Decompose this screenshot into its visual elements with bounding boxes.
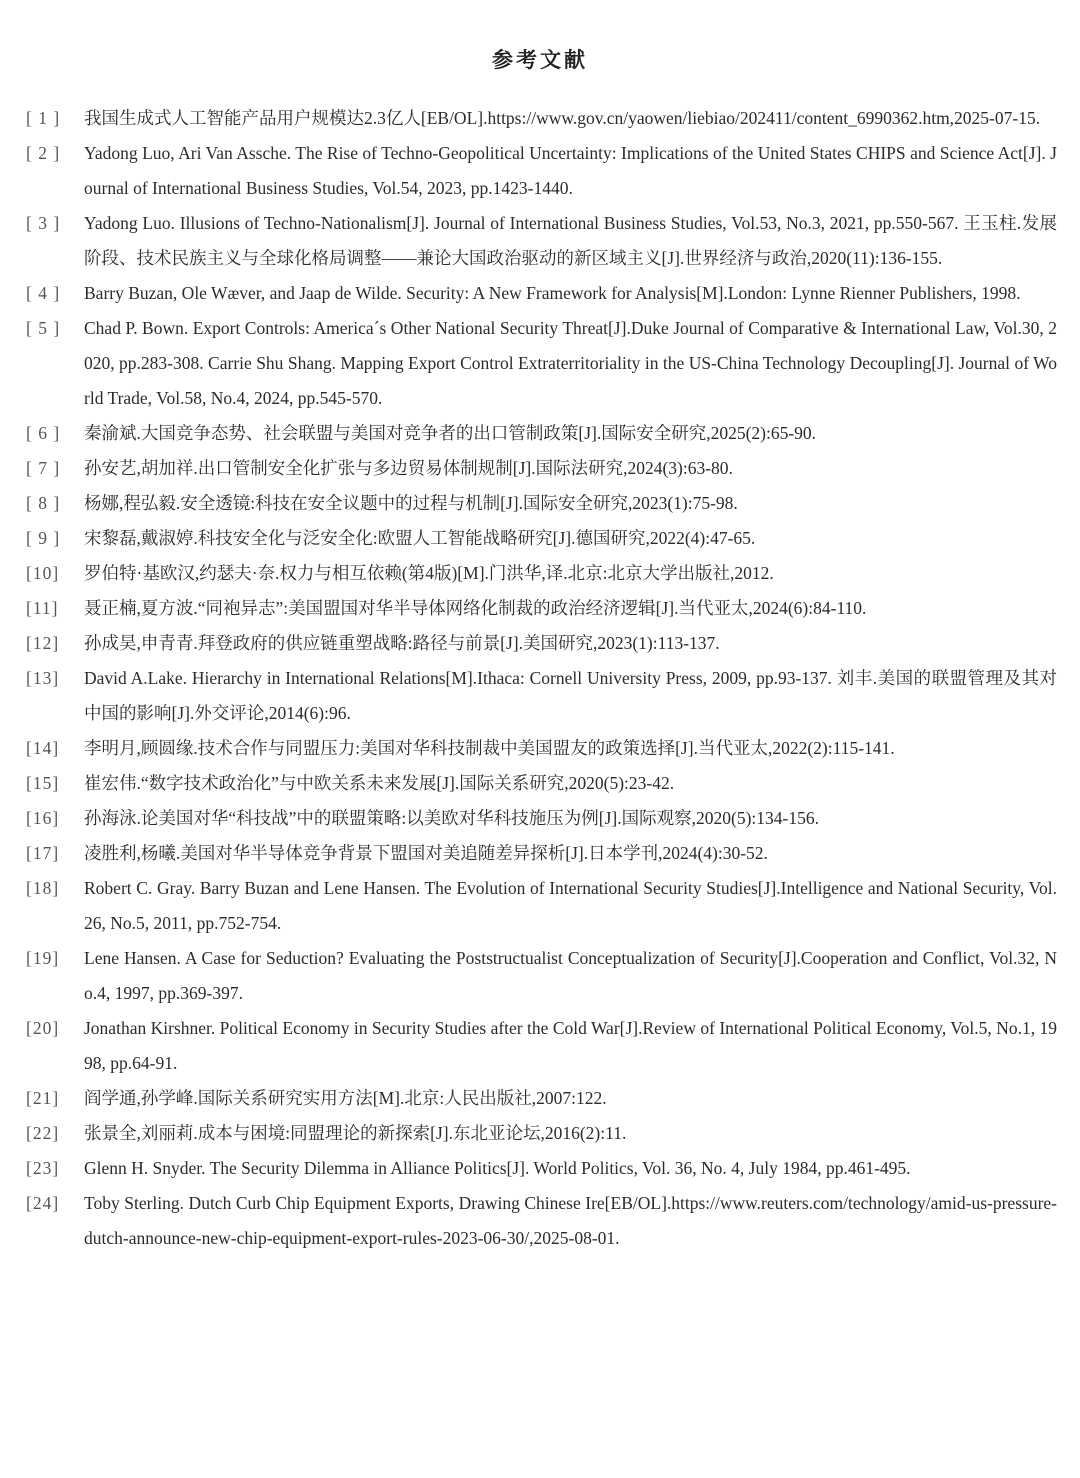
- reference-text: Yadong Luo, Ari Van Assche. The Rise of Techno-Geopolitical Uncertainty: Implications of the United States CHIPS and Science Act[J]. Journal of International Business Studies, Vol.54, 2023, pp.1423-1440.: [84, 143, 1057, 198]
- reference-number: [13]: [26, 668, 60, 688]
- reference-item: [0, 276, 1080, 311]
- reference-text: Glenn H. Snyder. The Security Dilemma in Alliance Politics[J]. World Politics, Vol. 36, No. 4, July 1984, pp.461-495.: [84, 1158, 911, 1178]
- page-title: 参考文献: [492, 48, 588, 72]
- reference-number: [17]: [26, 843, 60, 863]
- reference-number: [14]: [26, 738, 60, 758]
- reference-text: Lene Hansen. A Case for Seduction? Evaluating the Poststructualist Conceptualization of Security[J].Cooperation and Conflict, Vol.32, No.4, 1997, pp.369-397.: [84, 948, 1057, 1003]
- reference-number: [22]: [26, 1123, 60, 1143]
- reference-text: 张景全,刘丽莉.成本与困境:同盟理论的新探索[J].东北亚论坛,2016(2):11.: [84, 1123, 627, 1143]
- reference-number: [15]: [26, 773, 60, 793]
- reference-number: [20]: [26, 1018, 60, 1038]
- reference-text: 李明月,顾圆缘.技术合作与同盟压力:美国对华科技制裁中美国盟友的政策选择[J].当代亚太,2022(2):115-141.: [84, 738, 895, 758]
- reference-item: [0, 556, 1080, 591]
- reference-number: [ 1 ]: [26, 108, 61, 128]
- reference-item: [0, 766, 1080, 801]
- reference-item: [0, 1186, 1080, 1256]
- reference-item: [0, 661, 1080, 731]
- reference-number: [ 7 ]: [26, 458, 61, 478]
- reference-number: [11]: [26, 598, 59, 618]
- reference-item: [0, 941, 1080, 1011]
- reference-item: [0, 731, 1080, 766]
- reference-text: Toby Sterling. Dutch Curb Chip Equipment Exports, Drawing Chinese Ire[EB/OL].https://www.reuters.com/technology/amid-us-pressure-dutch-announce-new-chip-equipment-export-rules-2023-06-30/,2025-08-01.: [84, 1193, 1057, 1248]
- reference-item: [0, 486, 1080, 521]
- reference-text: David A.Lake. Hierarchy in International Relations[M].Ithaca: Cornell University Press, 2009, pp.93-137. 刘丰.美国的联盟管理及其对中国的影响[J].外交评论,2014(6):96.: [84, 668, 1057, 723]
- reference-item: [0, 626, 1080, 661]
- reference-text: Yadong Luo. Illusions of Techno-Nationalism[J]. Journal of International Business Studies, Vol.53, No.3, 2021, pp.550-567. 王玉柱.发展阶段、技术民族主义与全球化格局调整——兼论大国政治驱动的新区域主义[J].世界经济与政治,2020(11):136-155.: [84, 213, 1057, 268]
- reference-number: [16]: [26, 808, 60, 828]
- reference-number: [ 4 ]: [26, 283, 61, 303]
- reference-item: [0, 1151, 1080, 1186]
- reference-text: Barry Buzan, Ole Wæver, and Jaap de Wilde. Security: A New Framework for Analysis[M].London: Lynne Rienner Publishers, 1998.: [84, 283, 1021, 303]
- reference-item: [0, 1116, 1080, 1151]
- reference-item: [0, 451, 1080, 486]
- reference-number: [23]: [26, 1158, 60, 1178]
- reference-number: [ 3 ]: [26, 213, 61, 233]
- reference-item: [0, 101, 1080, 136]
- reference-text: 宋黎磊,戴淑婷.科技安全化与泛安全化:欧盟人工智能战略研究[J].德国研究,2022(4):47-65.: [84, 528, 756, 548]
- reference-text: 杨娜,程弘毅.安全透镜:科技在安全议题中的过程与机制[J].国际安全研究,2023(1):75-98.: [84, 493, 738, 513]
- reference-item: [0, 836, 1080, 871]
- reference-item: [0, 206, 1080, 276]
- reference-text: 聂正楠,夏方波.“同袍异志”:美国盟国对华半导体网络化制裁的政治经济逻辑[J].当代亚太,2024(6):84-110.: [84, 598, 867, 618]
- reference-number: [ 8 ]: [26, 493, 61, 513]
- reference-item: [0, 416, 1080, 451]
- reference-text: 孙海泳.论美国对华“科技战”中的联盟策略:以美欧对华科技施压为例[J].国际观察,2020(5):134-156.: [84, 808, 819, 828]
- reference-text: Robert C. Gray. Barry Buzan and Lene Hansen. The Evolution of International Security Studies[J].Intelligence and National Security, Vol.26, No.5, 2011, pp.752-754.: [84, 878, 1057, 933]
- reference-number: [24]: [26, 1193, 60, 1213]
- reference-number: [19]: [26, 948, 60, 968]
- reference-number: [ 2 ]: [26, 143, 61, 163]
- reference-item: [0, 1081, 1080, 1116]
- reference-list: [0, 101, 1080, 1256]
- reference-number: [21]: [26, 1088, 60, 1108]
- reference-text: Chad P. Bown. Export Controls: America´s Other National Security Threat[J].Duke Journal of Comparative & International Law, Vol.30, 2020, pp.283-308. Carrie Shu Shang. Mapping Export Control Extraterritoriality in the US-China Technology Decoupling[J]. Journal of World Trade, Vol.58, No.4, 2024, pp.545-570.: [84, 318, 1057, 408]
- reference-item: [0, 591, 1080, 626]
- reference-text: 罗伯特·基欧汉,约瑟夫·奈.权力与相互依赖(第4版)[M].门洪华,译.北京:北京大学出版社,2012.: [84, 563, 774, 583]
- reference-item: [0, 521, 1080, 556]
- reference-item: [0, 871, 1080, 941]
- reference-number: [ 5 ]: [26, 318, 61, 338]
- reference-number: [12]: [26, 633, 60, 653]
- reference-number: [ 6 ]: [26, 423, 61, 443]
- reference-text: 阎学通,孙学峰.国际关系研究实用方法[M].北京:人民出版社,2007:122.: [84, 1088, 607, 1108]
- reference-text: 我国生成式人工智能产品用户规模达2.3亿人[EB/OL].https://www.gov.cn/yaowen/liebiao/202411/content_6990362.htm,2025-07-15.: [84, 108, 1041, 128]
- reference-text: Jonathan Kirshner. Political Economy in Security Studies after the Cold War[J].Review of International Political Economy, Vol.5, No.1, 1998, pp.64-91.: [84, 1018, 1057, 1073]
- reference-text: 孙成昊,申青青.拜登政府的供应链重塑战略:路径与前景[J].美国研究,2023(1):113-137.: [84, 633, 720, 653]
- reference-text: 秦渝斌.大国竞争态势、社会联盟与美国对竞争者的出口管制政策[J].国际安全研究,2025(2):65-90.: [84, 423, 817, 443]
- reference-item: [0, 136, 1080, 206]
- reference-item: [0, 801, 1080, 836]
- reference-number: [10]: [26, 563, 60, 583]
- reference-number: [ 9 ]: [26, 528, 61, 548]
- reference-text: 凌胜利,杨曦.美国对华半导体竞争背景下盟国对美追随差异探析[J].日本学刊,2024(4):30-52.: [84, 843, 768, 863]
- reference-item: [0, 1011, 1080, 1081]
- reference-number: [18]: [26, 878, 60, 898]
- reference-text: 孙安艺,胡加祥.出口管制安全化扩张与多边贸易体制规制[J].国际法研究,2024(3):63-80.: [84, 458, 733, 478]
- reference-item: [0, 311, 1080, 416]
- reference-text: 崔宏伟.“数字技术政治化”与中欧关系未来发展[J].国际关系研究,2020(5):23-42.: [84, 773, 675, 793]
